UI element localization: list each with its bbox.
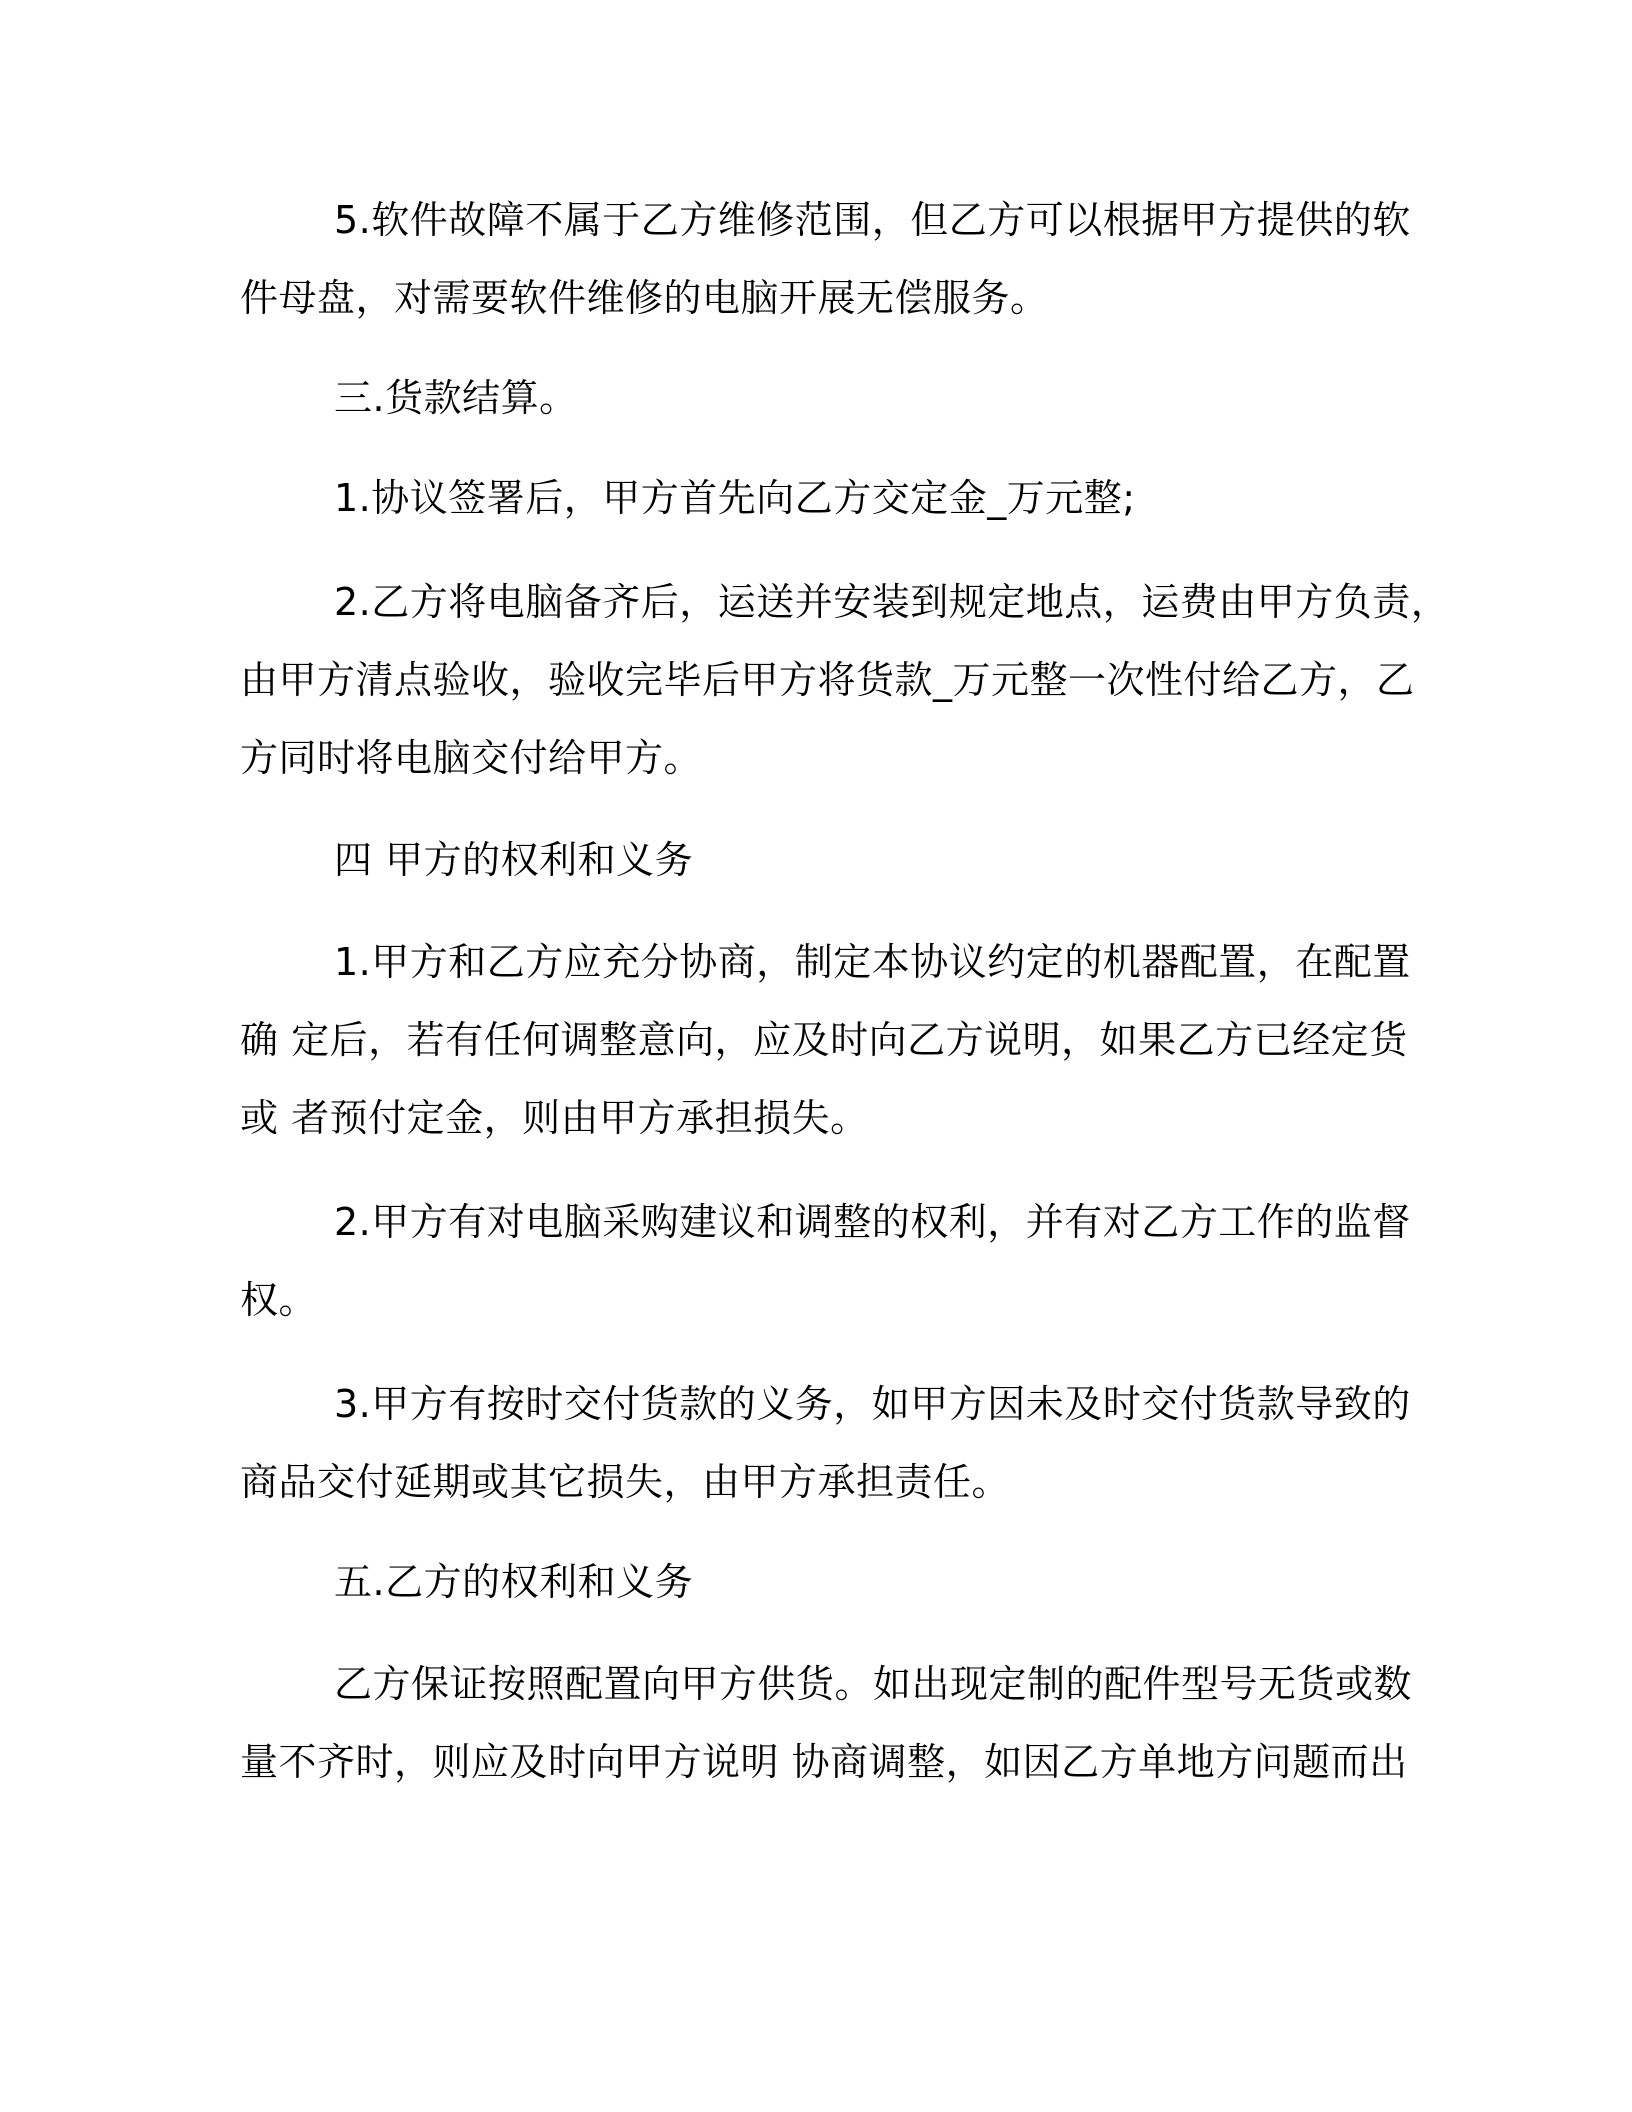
- text-line: 3.甲方有按时交付货款的义务，如甲方因未及时交付货款导致的: [334, 1382, 1411, 1426]
- section-heading: 四 甲方的权利和义务: [334, 838, 694, 882]
- text-line: 由甲方清点验收，验收完毕后甲方将货款_万元整一次性付给乙方，乙: [240, 658, 1415, 702]
- text-line: 权。: [240, 1278, 318, 1322]
- text-line: 2.甲方有对电脑采购建议和调整的权利，并有对乙方工作的监督: [334, 1200, 1411, 1244]
- text-line: 方同时将电脑交付给甲方。: [240, 736, 703, 780]
- text-line: 件母盘，对需要软件维修的电脑开展无偿服务。: [240, 276, 1049, 320]
- section-heading: 三.货款结算。: [334, 376, 578, 420]
- text-line: 1.协议签署后，甲方首先向乙方交定金_万元整;: [334, 476, 1136, 520]
- text-line: 商品交付延期或其它损失，由甲方承担责任。: [240, 1460, 1011, 1504]
- text-line: 1.甲方和乙方应充分协商，制定本协议约定的机器配置，在配置: [334, 940, 1411, 984]
- text-line: 量不齐时，则应及时向甲方说明 协商调整，如因乙方单地方问题而出: [240, 1740, 1408, 1784]
- text-line: 或 者预付定金，则由甲方承担损失。: [240, 1096, 869, 1140]
- section-heading: 五.乙方的权利和义务: [334, 1560, 694, 1604]
- text-line: 确 定后，若有任何调整意向，应及时向乙方说明，如果乙方已经定货: [240, 1018, 1408, 1062]
- text-line: 5.软件故障不属于乙方维修范围，但乙方可以根据甲方提供的软: [334, 198, 1411, 242]
- text-line: 2.乙方将电脑备齐后，运送并安装到规定地点，运费由甲方负责，: [334, 580, 1450, 624]
- text-line: 乙方保证按照配置向甲方供货。如出现定制的配件型号无货或数: [334, 1662, 1413, 1706]
